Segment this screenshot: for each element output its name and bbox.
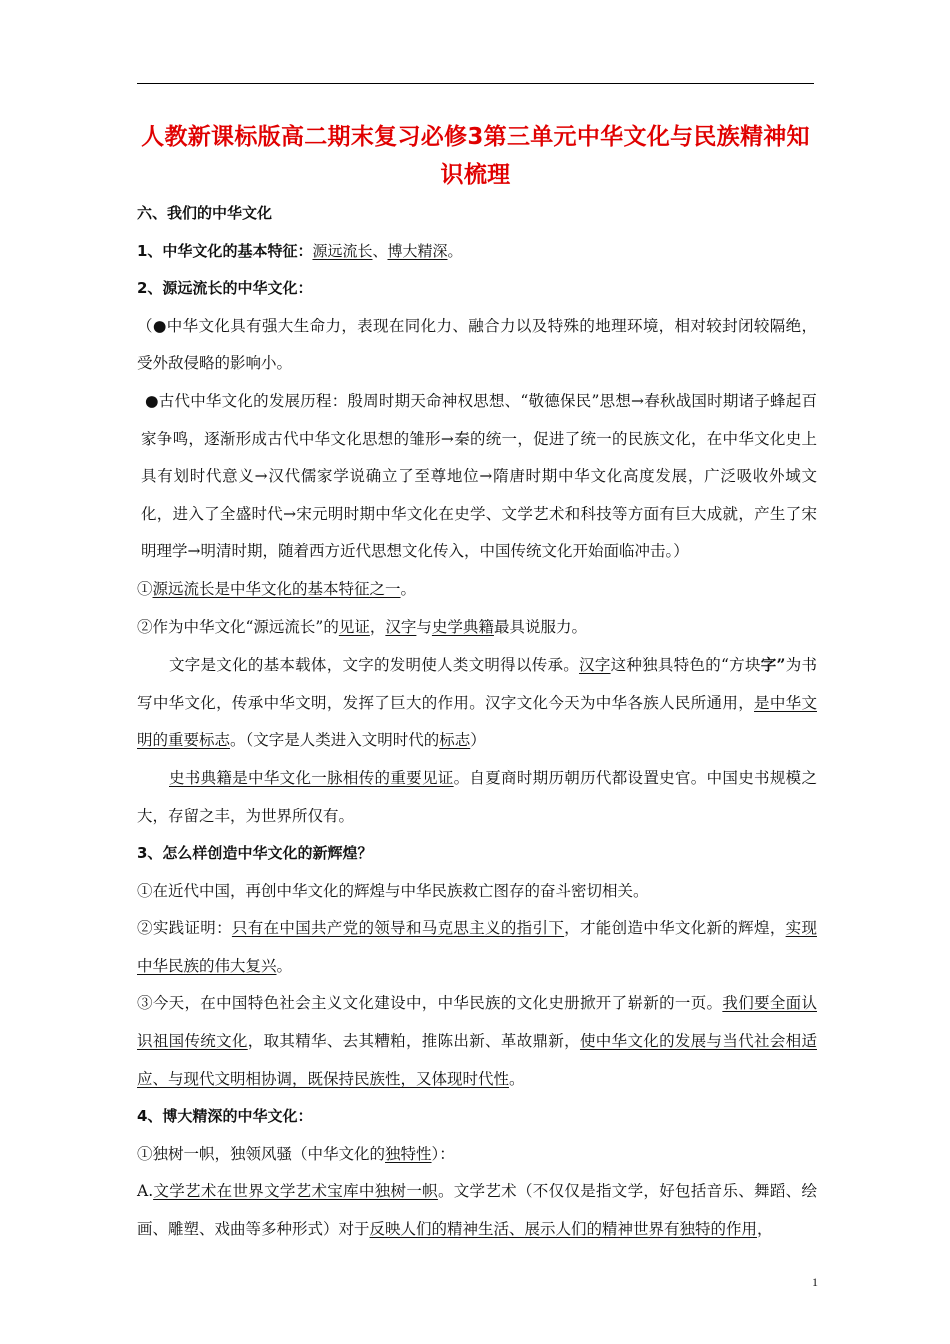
- literature-underlined-2: 反映人们的精神生活、展示人们的精神世界有独特的作用: [369, 1220, 758, 1239]
- practice-text-a: ②实践证明：: [137, 919, 232, 938]
- point-1-number: ①: [137, 579, 153, 598]
- heading-1-term-1: 源远流长: [312, 241, 373, 260]
- today-underlined-2: 使中华文化的发展与当代社会相适应、与现代文明相协调，既保持民族性，又体现时代性: [137, 1032, 817, 1088]
- heading-1-end: 。: [447, 241, 463, 260]
- section-heading: 六、我们的中华文化: [137, 204, 273, 222]
- writing-text-d: 。（文字是人类进入文明时代的: [230, 731, 440, 750]
- writing-symbol: 是中华文明的重要标志: [137, 693, 817, 750]
- writing-bold: 字”: [760, 655, 786, 675]
- writing-text-a: 文字是文化的基本载体，文字的发明使人类文明得以传承。: [169, 656, 580, 675]
- writing-text-c: 为书写中华文化，传承中华文明，发挥了巨大的作用。汉字文化今天为中华各族人民所通用，: [137, 656, 817, 712]
- literature-underlined-1: 文学艺术在世界文学艺术宝库中独树一帜: [153, 1182, 438, 1201]
- point-literature-art: [137, 1173, 817, 1248]
- writing-text-b: 这种独具特色的“方块: [610, 656, 761, 675]
- writing-hanzi: 汉字: [579, 656, 611, 675]
- history-books-underlined: 史书典籍是中华文化一脉相传的重要见证: [169, 768, 454, 787]
- heading-4: 4、博大精深的中华文化：: [137, 1107, 313, 1126]
- point-1-end: 。: [400, 579, 417, 598]
- heading-2: 2、源远流长的中华文化：: [137, 279, 313, 298]
- literature-text-b: 。文学艺术（不仅仅是指文学，好包括音乐、舞蹈、绘画、雕塑、戏曲等多种形式）对于: [137, 1182, 817, 1239]
- paragraph-vitality: （●中华文化具有强大生命力，表现在同化力、融合力以及特殊的地理环境，相对较封闭较隔绝，受外敌侵略的影响小。: [137, 316, 817, 373]
- document-body: [137, 195, 817, 1249]
- point-2-history-books: 史学典籍: [431, 617, 494, 636]
- today-text-b: ，取其精华、去其糟粕，推陈出新、革故鼎新，: [247, 1032, 580, 1051]
- point-today: [137, 985, 817, 1098]
- uniqueness-text-a: ①独树一帜，独领风骚（中华文化的: [137, 1144, 386, 1163]
- point-practice: [137, 910, 817, 985]
- today-underlined-1: 我们要全面认识祖国传统文化: [137, 994, 817, 1051]
- heading-1-term-2: 博大精深: [387, 241, 448, 260]
- heading-1-prefix: 1、中华文化的基本特征：: [137, 241, 313, 260]
- practice-underlined-2: 实现中华民族的伟大复兴: [137, 919, 817, 975]
- point-2: [137, 609, 817, 647]
- paragraph-history: ●古代中华文化的发展历程：殷周时期天命神权思想、“敬德保民”思想→春秋战国时期诸子蜂起百家争鸣，逐渐形成古代中华文化思想的雏形→秦的统一，促进了统一的民族文化，在中华文化史上具有划时代意义→汉代儒家学说确立了至尊地位→隋唐时期中华文化高度发展，广泛吸收外域文化，进入了全盛时代→宋元明时期中华文化在史学、文学艺术和科技等方面有巨大成就，产生了宋明理学→明清时期，随着西方近代思想文化传入，中国传统文化开始面临冲击。）: [141, 391, 817, 561]
- practice-underlined-1: 只有在中国共产党的领导和马克思主义的指引下: [231, 919, 565, 938]
- paragraph-history-books: [137, 760, 817, 835]
- point-2-text-a: ②作为中华文化“源远流长”的: [137, 617, 339, 636]
- point-2-hanzi: 汉字: [385, 617, 417, 636]
- practice-text-c: 。: [276, 956, 293, 975]
- header-rule: [137, 83, 814, 84]
- point-2-text-b: ，: [369, 617, 386, 636]
- today-text-a: ③今天，在中国特色社会主义文化建设中，中华民族的文化史册掀开了崭新的一页。: [137, 994, 723, 1013]
- heading-1: [137, 233, 817, 271]
- literature-text-c: ，: [757, 1220, 773, 1239]
- heading-1-separator: 、: [372, 241, 388, 260]
- point-uniqueness: [137, 1136, 817, 1174]
- point-modern-china: ①在近代中国，再创中华文化的辉煌与中华民族救亡图存的奋斗密切相关。: [137, 881, 649, 900]
- page-number: 1: [812, 1275, 818, 1289]
- point-2-text-d: 最具说服力。: [493, 617, 587, 636]
- point-2-text-c: 与: [416, 617, 432, 636]
- literature-label: A.: [137, 1182, 154, 1201]
- history-books-rest: 。自夏商时期历朝历代都设置史官。中国史书规模之大，存留之丰，为世界所仅有。: [137, 768, 817, 825]
- point-1-underlined: 源远流长是中华文化的基本特征之一: [152, 579, 401, 598]
- point-2-witness: 见证: [338, 617, 370, 636]
- today-text-c: 。: [509, 1069, 525, 1088]
- writing-mark: 标志: [439, 731, 471, 750]
- practice-text-b: ，才能创造中华文化新的辉煌，: [564, 919, 786, 938]
- uniqueness-text-b: ）：: [431, 1144, 455, 1163]
- paragraph-writing: [137, 646, 817, 760]
- uniqueness-underlined: 独特性: [385, 1144, 432, 1163]
- document-title: 人教新课标版高二期末复习必修3第三单元中华文化与民族精神知识梳理: [141, 124, 810, 188]
- point-1: [137, 571, 817, 609]
- writing-text-e: ）: [470, 731, 486, 750]
- heading-3: 3、怎么样创造中华文化的新辉煌？: [137, 844, 373, 863]
